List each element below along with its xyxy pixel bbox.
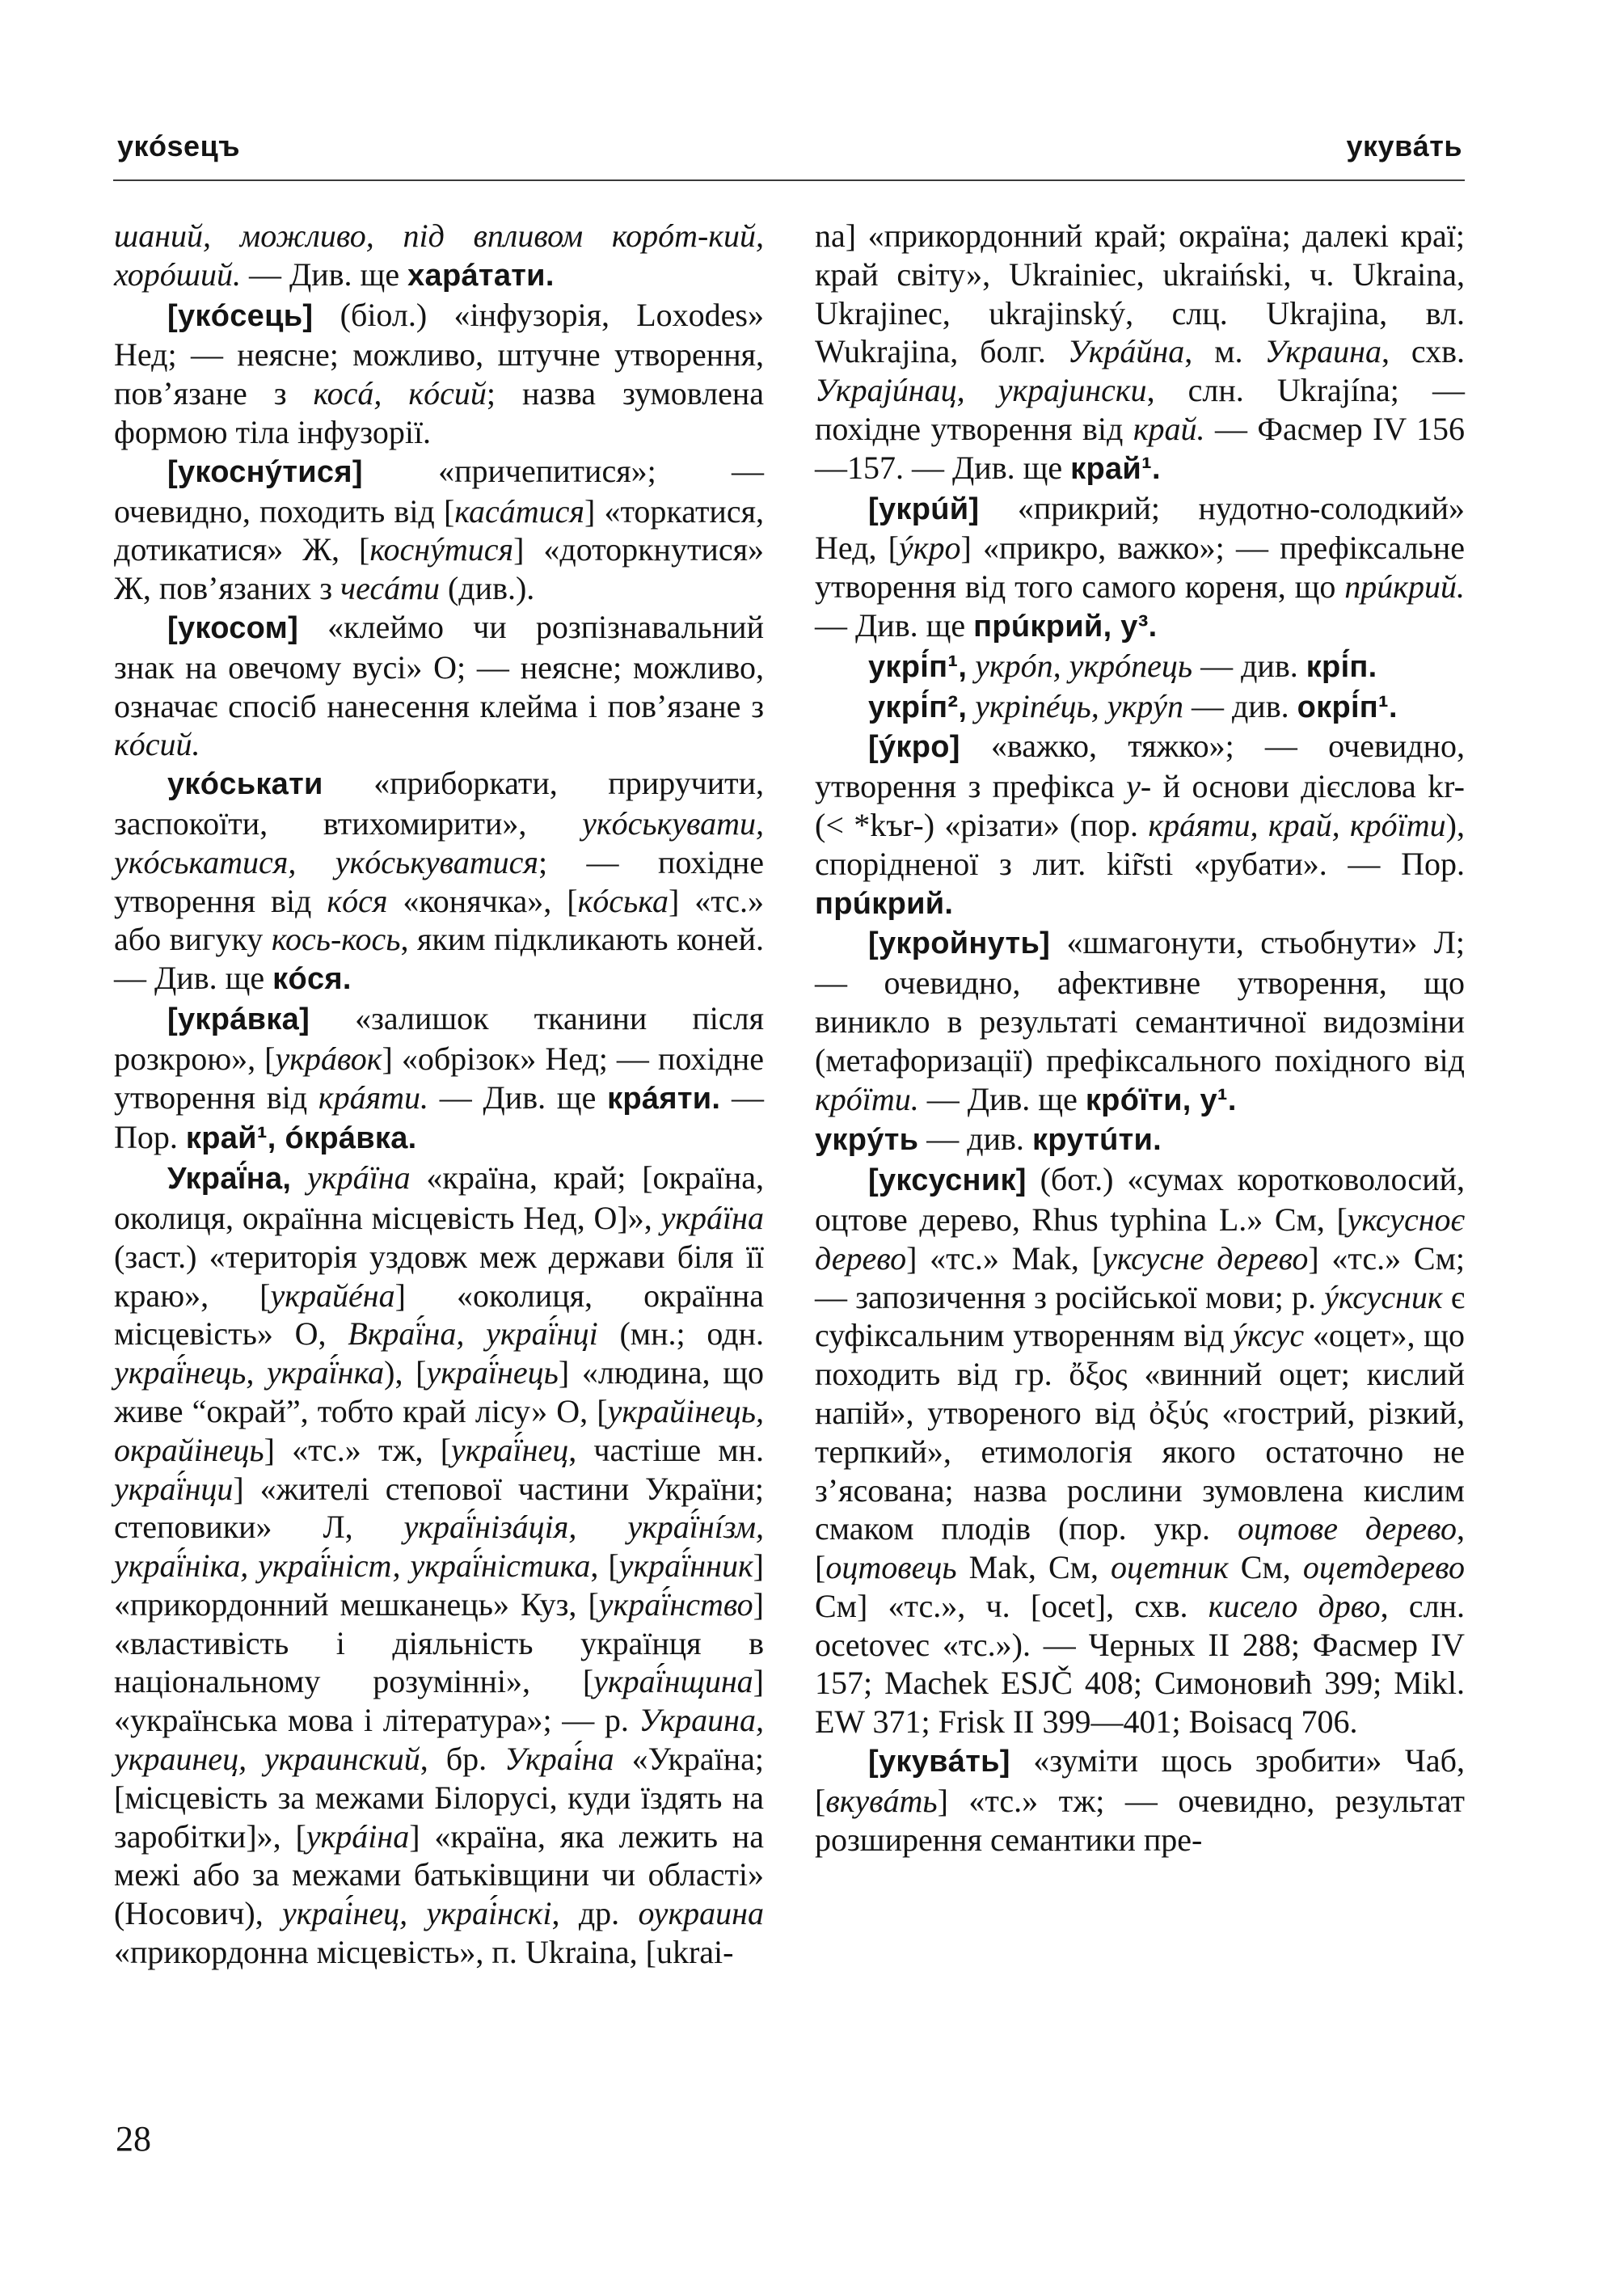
entry-text: «зуміти щось зробити» Чаб, [	[815, 1742, 1465, 1819]
entry-text: «залишок тканини після розкрою», [	[114, 999, 764, 1077]
headword: [укрáвка]	[167, 1002, 310, 1036]
cited-form: оцтовець	[825, 1549, 957, 1586]
cited-form: ýксусник	[1324, 1278, 1443, 1315]
entry-text: ] «тс.» тж; — очевидно, результат розширення семантики пре-	[815, 1782, 1465, 1858]
cited-form: крáяти.	[318, 1078, 429, 1116]
entry-text: «приборкати, приручити, заспокоїти, втихомирити»,	[114, 765, 764, 842]
cited-form: кий, хорóший.	[114, 217, 764, 293]
entry-text: , [	[815, 1510, 1465, 1586]
cited-form: Украі́на	[504, 1741, 614, 1778]
entry-text: — Пор.	[114, 1078, 764, 1156]
entry-text: ] «тс.» тж, [	[264, 1431, 452, 1468]
entry-text: й основи дієслова kr- (< *kъr-) «різати» (пор.	[815, 768, 1465, 843]
running-head-left: укósецъ	[117, 129, 240, 163]
cited-form: украї́нець	[426, 1354, 559, 1391]
cited-form: украї́нци	[114, 1470, 234, 1507]
cited-form: край.	[1133, 410, 1205, 447]
cited-form: украї́нство	[598, 1585, 753, 1623]
entry-text: ] «доторкнутися» Ж, пов’язаних з	[114, 531, 764, 607]
entry-text: «прикрий; нудотно-солодкий» Нед, [	[815, 489, 1465, 567]
headword: край¹.	[1070, 451, 1161, 486]
headword: [укрúй]	[868, 492, 980, 526]
cited-form: уксусноє дерево	[815, 1201, 1465, 1277]
cited-form: украі́нец, украі́нскі	[282, 1895, 552, 1932]
cited-form: корóт-	[611, 217, 709, 254]
dictionary-entry	[114, 764, 764, 999]
entry-text: , яким підкликають коней. — Див. ще	[114, 921, 765, 997]
cited-form: оцтове дерево	[1237, 1510, 1457, 1547]
dictionary-entry	[815, 647, 1465, 687]
entry-text: ; — похідне утворення від	[114, 843, 764, 919]
dictionary-entry	[815, 1120, 1465, 1160]
entry-text: na] «прикордонний край; окраїна; далекі краї; край світу», Ukrainiec, ukraiński, ч. Ukraina, Ukrajinec, ukrajinský, слц. Ukrajina, вл. Wukrajina, болг.	[815, 217, 1465, 370]
entry-text: ] «обрізок» Нед; — похідне утворення від	[114, 1040, 764, 1116]
headword: укрýть	[815, 1123, 919, 1158]
entry-text: «країна, край; [окраїна, околиця, окраїнна місцевість Нед, О]»,	[114, 1159, 765, 1236]
dictionary-entry	[114, 608, 764, 764]
entry-text: — Див. ще	[428, 1078, 608, 1116]
headword: [укосом]	[167, 610, 299, 645]
cited-form: кисело дрво	[1208, 1587, 1381, 1624]
entry-text: ] «властивість і діяльність українця в національному розумінні», [	[114, 1585, 764, 1700]
dictionary-entry	[815, 1741, 1465, 1859]
cited-form: Украјúнац, украјински	[815, 372, 1147, 409]
dictionary-entry	[114, 1159, 764, 1972]
entry-text: ] «прикордонний мешканець» Куз, [	[114, 1547, 764, 1623]
cited-form: украї́нник	[618, 1547, 753, 1585]
cited-form: ýкро	[899, 530, 961, 567]
dictionary-entry	[114, 999, 764, 1159]
cited-form: вкувáть	[825, 1782, 938, 1819]
cited-form: у-	[1126, 768, 1152, 805]
entry-text: , м.	[1184, 333, 1265, 370]
headword: укрі́п¹,	[868, 649, 968, 684]
entry-text	[291, 1159, 307, 1196]
cited-form: украї́нець, украї́нка	[114, 1354, 385, 1391]
entry-text	[967, 688, 975, 724]
headword: укрі́п²,	[868, 690, 968, 724]
right-column	[815, 217, 1465, 1859]
headword: крóїти, у¹.	[1085, 1083, 1237, 1117]
entry-text: ] «околиця, окраїнна місцевість» О,	[114, 1277, 765, 1353]
headword: [укоснýтися]	[167, 454, 363, 489]
entry-text: , [	[590, 1547, 619, 1585]
dictionary-entry	[815, 923, 1465, 1120]
page-number: 28	[116, 2119, 151, 2159]
entry-text: См] «тс.», ч. [ocet], схв.	[815, 1587, 1209, 1624]
dictionary-entry	[815, 217, 1465, 489]
entry-text: ] «жителі степової частини України; степовики» Л,	[114, 1470, 764, 1546]
cited-form: косá, кóсий	[313, 375, 487, 412]
entry-text: — Див. ще	[815, 606, 974, 644]
cited-form: укóськувати, укóськатися, укóськуватися	[114, 804, 764, 880]
entry-text: (біол.) «інфузорія, Loxodes» Нед; — неясне; можливо, штучне утворення, пов’язане з	[114, 296, 764, 412]
dictionary-entry	[815, 1160, 1465, 1741]
entry-text: «причепитися»; — очевидно, походить від [	[114, 452, 764, 530]
entry-text: (мн.; одн.	[597, 1315, 765, 1353]
entry-text: , др.	[551, 1895, 639, 1932]
entry-text: ] «тс.» Mak, [	[906, 1239, 1103, 1277]
headword: крутúти.	[1031, 1123, 1162, 1158]
cited-form: укрóп, укрóпець	[975, 647, 1193, 684]
cited-form: укрáїна	[307, 1159, 411, 1197]
headword: окрі́п¹.	[1297, 690, 1398, 724]
cited-form: оцетник	[1111, 1549, 1229, 1586]
headword: [укройнуть]	[868, 927, 1051, 961]
entry-text: «оцет», що походить від гр. ὄξος «винний оцет; кислий напій», утвореного від ὀξύς «гострий, різкий, терпкий», етимологія якого остаточно не з’ясована; назва рослини зумовлена кислим смаком плодів (пор. укр.	[815, 1317, 1465, 1547]
entry-text: См,	[1228, 1549, 1303, 1586]
entry-text: ] «прикро, важко»; — префіксальне утворення від того самого кореня, що	[815, 530, 1465, 606]
entry-text: — див.	[1183, 687, 1297, 724]
entry-text	[967, 648, 975, 684]
entry-text: — див.	[918, 1121, 1032, 1158]
headword: прúкрий.	[815, 886, 954, 921]
dictionary-entry	[815, 727, 1465, 923]
headword: Украї́на,	[167, 1162, 292, 1197]
headword: кóся.	[272, 962, 352, 997]
cited-form: кóся	[327, 882, 388, 919]
cited-form: укрáїна	[660, 1199, 764, 1236]
entry-text: (бот.) «сумах коротковолосий, оцтове дерево, Rhus typhina L.» См, [	[815, 1161, 1465, 1238]
cited-form: украї́нщина	[593, 1663, 753, 1700]
headword: крáяти.	[607, 1081, 721, 1116]
cited-form: Вкраї́на, украї́нці	[348, 1315, 598, 1353]
entry-text: Mak, См,	[956, 1549, 1111, 1586]
cited-form: Украина	[1264, 333, 1381, 370]
entry-text: «прикордонна місцевість», п. Ukraina, [ukrai-	[114, 1934, 734, 1971]
headword: крі́п.	[1306, 649, 1377, 684]
entry-text: — див.	[1192, 647, 1306, 684]
entry-text: «Україна; [місцевість за межами Білорусі, куди їздять на заробітки]», [	[114, 1741, 764, 1855]
headword: харáтати.	[407, 258, 555, 293]
entry-text: (див.).	[439, 570, 535, 607]
headword: прúкрий, у³.	[973, 609, 1158, 644]
entry-text: (заст.) «територія уздовж меж держави біля її краю», [	[114, 1238, 764, 1314]
entry-text: , частіше мн.	[568, 1431, 764, 1468]
entry-text: — Фасмер IV 156—157. — Див. ще	[815, 410, 1465, 486]
entry-text: ; назва зумовлена формою тіла інфузорії.	[114, 375, 764, 450]
entry-text: , слн. Ukrajína; — похідне утворення від	[815, 372, 1465, 447]
cited-form: касáтися	[454, 492, 584, 530]
entry-text: «клеймо чи розпізнавальний знак на овечому вусі» О; — неясне; можливо, означає спосіб нанесення клейма і пов’язане з	[114, 608, 764, 724]
entry-text: ] «тс.» См; — запозичення з російської мови; р.	[815, 1239, 1466, 1315]
entry-text: — Див. ще	[918, 1080, 1086, 1117]
cited-form: украї́нец	[451, 1431, 569, 1468]
cited-form: кось-кось	[271, 921, 401, 958]
entry-text: є суфіксальним утворенням від	[815, 1278, 1465, 1354]
entry-text: ] «людина, що живе “окрай”, тобто край лісу» О, [	[114, 1354, 765, 1429]
entry-text: ), [	[384, 1354, 427, 1391]
dictionary-entry	[114, 296, 764, 452]
cited-form: ýксус	[1233, 1317, 1305, 1354]
entry-text: , схв.	[1381, 333, 1466, 370]
headword: укóськати	[167, 767, 323, 802]
dictionary-entry	[114, 452, 764, 608]
running-head-right: укувáть	[1346, 129, 1462, 163]
headword: [уксусник]	[868, 1163, 1027, 1198]
cited-form: Украина, украинец, украинский	[114, 1702, 764, 1778]
entry-text: ] «країна, яка лежить на межі або за межами батьківщини чи області» (Носович),	[114, 1817, 765, 1932]
entry-text: , слн. ocetovec «тс.»). — Черных II 288; Фасмер IV 157; Machek ESJČ 408; Симоновић 399; Mikl. EW 371; Frisk II 399—401; Boisacq 706.	[815, 1587, 1465, 1741]
cited-form: прúкрий.	[1344, 568, 1465, 606]
cited-form: кóська	[577, 882, 669, 919]
headword: край¹, óкрáвка.	[185, 1121, 417, 1156]
left-column	[114, 217, 764, 1972]
headword: [укóсець]	[167, 298, 314, 333]
entry-text: «шмагонути, стьобнути» Л; — очевидно, афективне утворення, що виникло в результаті семантичної видозміни (метафоризації) префіксального похідного від	[815, 924, 1465, 1078]
cited-form: шаний, можливо, під впливом	[114, 217, 612, 254]
cited-form: Укрáйна	[1067, 333, 1185, 370]
cited-form: укріпéць, укрýп	[975, 687, 1183, 724]
entry-text: ] «тс.» або вигуку	[114, 882, 764, 958]
entry-text: ] «торкатися, дотикатися» Ж, [	[114, 492, 764, 568]
cited-form: украї́нізáція, украї́нíзм, украї́ніка, украї́ніст, украї́ністика	[114, 1509, 764, 1585]
headword: [ýкро]	[868, 730, 960, 765]
cited-form: оукраина	[638, 1895, 764, 1932]
entry-text: «важко, тяжко»; — очевидно, утворення з префікса	[815, 728, 1465, 805]
cited-form: чесáти	[340, 570, 440, 607]
dictionary-entry	[815, 489, 1465, 647]
cited-form: крáяти, край, крóїти	[1148, 806, 1446, 843]
entry-text: ), спорідненої з лит. kir̃sti «рубати». — Пор.	[815, 806, 1465, 882]
cited-form: кóсий.	[114, 726, 200, 763]
entry-text: «конячка», [	[387, 882, 578, 919]
headword: [укувáть]	[868, 1745, 1010, 1779]
entry-text: — Див. ще	[240, 255, 408, 293]
cited-form: украйінець, окрайінець	[114, 1392, 764, 1468]
entry-text: , бр.	[420, 1741, 505, 1778]
cited-form: коснýтися	[369, 531, 514, 568]
cited-form: укрáіна	[306, 1817, 410, 1855]
entry-text: ] «українська мова і література»; — р.	[114, 1663, 764, 1739]
cited-form: укрáвок	[275, 1040, 382, 1077]
cited-form: оцетдерево	[1302, 1549, 1465, 1586]
cited-form: украйéна	[270, 1277, 395, 1314]
cited-form: крóїти.	[815, 1080, 919, 1117]
cited-form: уксусне дерево	[1103, 1239, 1309, 1277]
header-rule	[113, 179, 1465, 181]
dictionary-entry	[114, 217, 764, 296]
dictionary-entry	[815, 687, 1465, 728]
